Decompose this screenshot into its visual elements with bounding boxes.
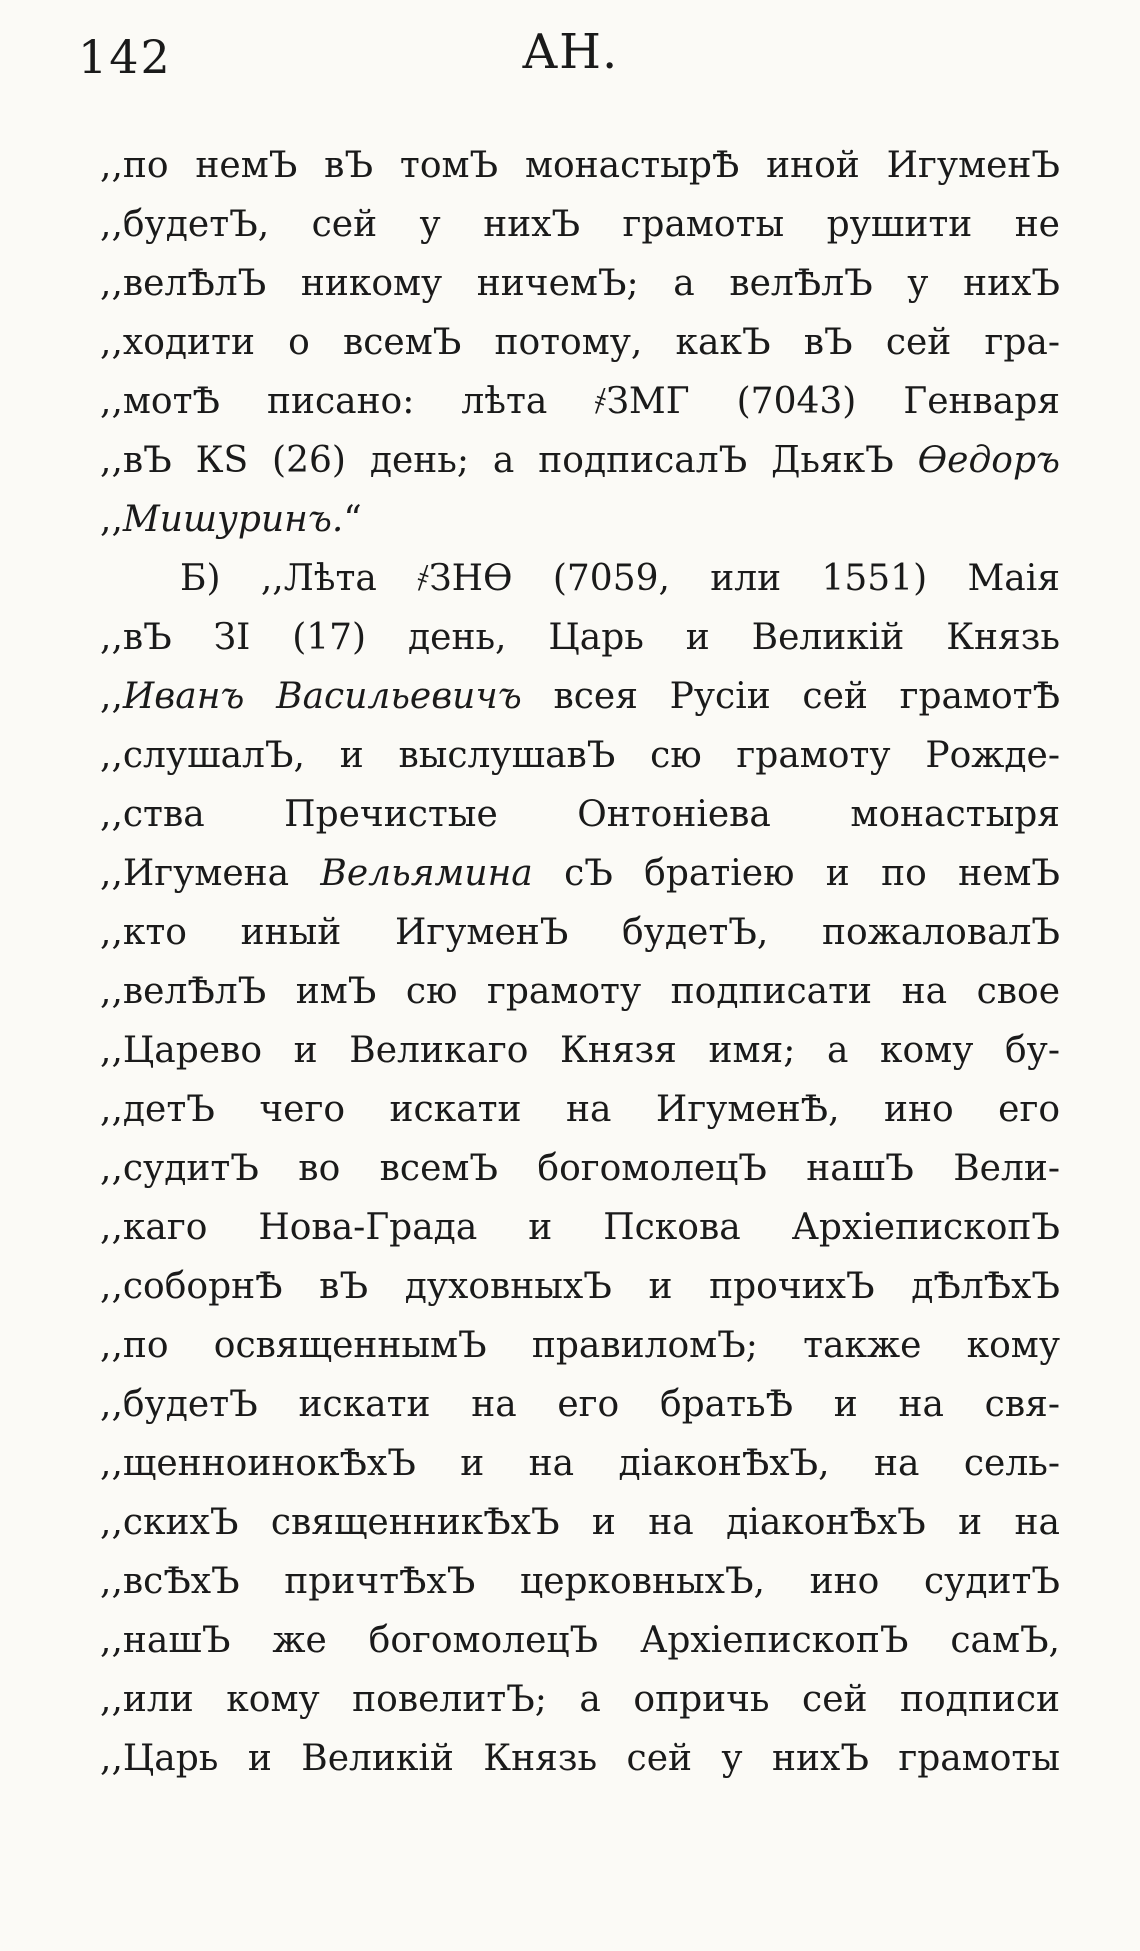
text-line [100,962,1060,1021]
text-line [100,1375,1060,1434]
text-line [100,254,1060,313]
text-line [100,1552,1060,1611]
text-line [100,726,1060,785]
text-segment: ,,нашЪ же богомолецЪ АрхіепископЪ самЪ, [100,1620,1060,1661]
text-line [100,1670,1060,1729]
text-segment: ,,ства Пречистые Онтоніева монастыря [100,794,1060,835]
text-line [100,1729,1060,1788]
text-segment: ,,велѢлЪ имЪ сю грамоту подписати на свое [100,971,1060,1012]
running-head: АН. [521,24,619,80]
text-segment: ,,будетЪ искати на его братьѢ и на свя- [100,1384,1060,1425]
text-line [100,844,1060,903]
text-line [100,549,1060,608]
text-segment: ,,Игумена [100,853,321,894]
text-line [100,903,1060,962]
text-line [100,1198,1060,1257]
text-segment: ,,по освященнымЪ правиломЪ; также кому [100,1325,1060,1366]
text-segment: ,,щенноинокѢхЪ и на діаконѢхЪ, на сель- [100,1443,1060,1484]
italic-name: Мишуринъ. [122,499,344,540]
text-segment: ,,скихЪ священникѢхЪ и на діаконѢхЪ и на [100,1502,1060,1543]
text-line [100,1611,1060,1670]
text-segment: ,,вЪ ЗІ (17) день, Царь и Великій Князь [100,617,1060,658]
text-segment: сЪ братіею и по немЪ [532,853,1060,894]
text-segment: ,,или кому повелитЪ; а опричь сей подписи [100,1679,1060,1720]
text-line [100,372,1060,431]
text-segment: ,,мотѢ писано: лѣта ҂ЗМГ (7043) Генваря [100,381,1060,422]
text-segment: “ [343,499,362,540]
text-line [100,1021,1060,1080]
text-segment: ,,детЪ чего искати на ИгуменѢ, ино его [100,1089,1060,1130]
text-line [100,490,1060,549]
body-text [100,136,1060,1788]
text-segment: ,,будетЪ, сей у нихЪ грамоты рушити не [100,204,1060,245]
page-number: 142 [78,30,172,84]
text-segment: ,,каго Нова-Града и Пскова АрхіепископЪ [100,1207,1060,1248]
text-segment: ,,соборнѢ вЪ духовныхЪ и прочихЪ дѢлѢхЪ [100,1266,1060,1307]
text-segment: ,,слушалЪ, и выслушавЪ сю грамоту Рожде- [100,735,1060,776]
text-segment: ,, [100,676,123,717]
text-segment: ,, [100,499,123,540]
italic-name: Ѳедоръ [917,440,1060,481]
text-segment: ,,вЪ КS (26) день; а подписалЪ ДьякЪ [100,440,918,481]
text-line [100,785,1060,844]
text-line [100,1080,1060,1139]
text-line [100,1139,1060,1198]
text-segment: ,,судитЪ во всемЪ богомолецЪ нашЪ Вели- [100,1148,1060,1189]
text-line [100,313,1060,372]
text-segment: ,,Царь и Великій Князь сей у нихЪ грамоты [100,1738,1060,1779]
text-segment: ,,по немЪ вЪ томЪ монастырѢ иной ИгуменЪ [100,145,1060,186]
text-line [100,136,1060,195]
text-line [100,1257,1060,1316]
text-line [100,1316,1060,1375]
text-line [100,1434,1060,1493]
text-segment: всея Русіи сей грамотѢ [521,676,1060,717]
text-line [100,1493,1060,1552]
text-line [100,431,1060,490]
text-segment: ,,всѢхЪ причтѢхЪ церковныхЪ, ино судитЪ [100,1561,1060,1602]
text-line [100,667,1060,726]
italic-name: Иванъ Васильевичъ [122,676,522,717]
text-segment: ,,велѢлЪ никому ничемЪ; а велѢлЪ у нихЪ [100,263,1060,304]
text-line [100,195,1060,254]
text-segment: ,,Царево и Великаго Князя имя; а кому бу- [100,1030,1060,1071]
text-segment: ,,ходити о всемЪ потому, какЪ вЪ сей гра- [100,322,1060,363]
text-segment: ,,кто иный ИгуменЪ будетЪ, пожаловалЪ [100,912,1060,953]
text-segment: Б) ,,Лѣта ҂ЗНѲ (7059, или 1551) Маія [180,558,1060,599]
italic-name: Вельямина [320,853,533,894]
text-line [100,608,1060,667]
